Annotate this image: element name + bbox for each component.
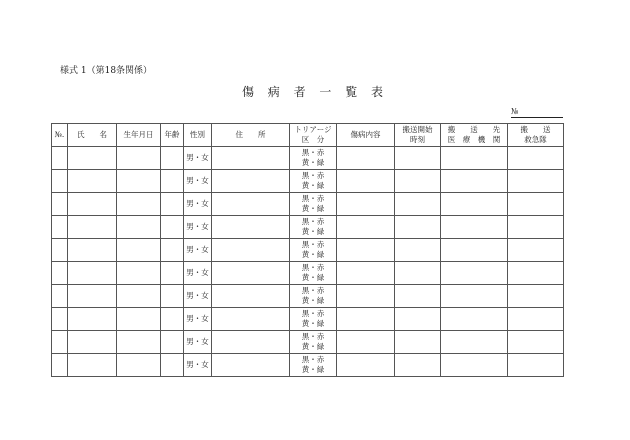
- cell-sex: 男・女: [184, 262, 212, 285]
- table-header-row: [52, 124, 564, 147]
- triage-options-line2: 黄・緑: [301, 296, 325, 305]
- cell-transport-time[interactable]: [395, 308, 441, 331]
- header-triage-line2: 区 分: [301, 135, 325, 144]
- triage-options-line2: 黄・緑: [301, 250, 325, 259]
- triage-options-line1: 黒・赤: [301, 217, 325, 226]
- triage-options-line2: 黄・緑: [301, 365, 325, 374]
- cell-injury[interactable]: [337, 354, 395, 377]
- form-number: 様式 1（第18条関係）: [60, 66, 153, 76]
- table-row: [52, 308, 564, 331]
- document-title: 傷 病 者 一 覧 表: [241, 85, 389, 99]
- casualty-table: [51, 123, 564, 377]
- cell-address[interactable]: [212, 239, 290, 262]
- table-row: [52, 193, 564, 216]
- cell-address[interactable]: [212, 285, 290, 308]
- triage-options-line1: 黒・赤: [301, 355, 325, 364]
- cell-ambulance-team[interactable]: [508, 262, 564, 285]
- cell-triage: [290, 262, 337, 285]
- cell-destination[interactable]: [441, 354, 508, 377]
- cell-dob[interactable]: [117, 193, 161, 216]
- cell-transport-time[interactable]: [395, 193, 441, 216]
- header-team-line2: 救急隊: [524, 135, 547, 144]
- cell-triage: [290, 239, 337, 262]
- cell-address[interactable]: [212, 308, 290, 331]
- cell-destination[interactable]: [441, 285, 508, 308]
- cell-age[interactable]: [161, 147, 184, 170]
- header-destination-line2: 医 療 機 関: [447, 135, 501, 144]
- cell-address[interactable]: [212, 216, 290, 239]
- cell-sex: 男・女: [184, 354, 212, 377]
- table-row: [52, 147, 564, 170]
- cell-ambulance-team[interactable]: [508, 331, 564, 354]
- triage-options-line2: 黄・緑: [301, 319, 325, 328]
- cell-transport-time[interactable]: [395, 262, 441, 285]
- cell-injury[interactable]: [337, 193, 395, 216]
- cell-sex: 男・女: [184, 331, 212, 354]
- cell-no[interactable]: [52, 331, 68, 354]
- triage-options-line2: 黄・緑: [301, 204, 325, 213]
- cell-no[interactable]: [52, 262, 68, 285]
- cell-transport-time[interactable]: [395, 170, 441, 193]
- cell-name[interactable]: [68, 285, 117, 308]
- cell-ambulance-team[interactable]: [508, 193, 564, 216]
- table-row: [52, 285, 564, 308]
- cell-ambulance-team[interactable]: [508, 285, 564, 308]
- cell-name[interactable]: [68, 216, 117, 239]
- triage-options-line2: 黄・緑: [301, 273, 325, 282]
- cell-sex: 男・女: [184, 239, 212, 262]
- cell-transport-time[interactable]: [395, 331, 441, 354]
- cell-address[interactable]: [212, 147, 290, 170]
- cell-age[interactable]: [161, 216, 184, 239]
- table-row: [52, 216, 564, 239]
- header-destination: [441, 124, 508, 147]
- table-row: [52, 354, 564, 377]
- cell-destination[interactable]: [441, 331, 508, 354]
- cell-no[interactable]: [52, 239, 68, 262]
- cell-ambulance-team[interactable]: [508, 239, 564, 262]
- cell-age[interactable]: [161, 285, 184, 308]
- cell-address[interactable]: [212, 354, 290, 377]
- cell-address[interactable]: [212, 262, 290, 285]
- cell-address[interactable]: [212, 170, 290, 193]
- cell-no[interactable]: [52, 170, 68, 193]
- cell-no[interactable]: [52, 147, 68, 170]
- cell-injury[interactable]: [337, 285, 395, 308]
- cell-age[interactable]: [161, 170, 184, 193]
- cell-transport-time[interactable]: [395, 285, 441, 308]
- header-triage-line1: トリアージ: [294, 125, 332, 134]
- header-transport-time-line2: 時刻: [410, 135, 425, 144]
- cell-no[interactable]: [52, 354, 68, 377]
- cell-ambulance-team[interactable]: [508, 147, 564, 170]
- cell-age[interactable]: [161, 193, 184, 216]
- triage-options-line1: 黒・赤: [301, 240, 325, 249]
- cell-dob[interactable]: [117, 239, 161, 262]
- cell-sex: 男・女: [184, 170, 212, 193]
- table-row: [52, 331, 564, 354]
- cell-address[interactable]: [212, 331, 290, 354]
- cell-transport-time[interactable]: [395, 216, 441, 239]
- triage-options-line1: 黒・赤: [301, 148, 325, 157]
- header-triage: [290, 124, 337, 147]
- cell-no[interactable]: [52, 193, 68, 216]
- cell-triage: [290, 147, 337, 170]
- cell-ambulance-team[interactable]: [508, 216, 564, 239]
- cell-name[interactable]: [68, 147, 117, 170]
- cell-destination[interactable]: [441, 170, 508, 193]
- cell-name[interactable]: [68, 193, 117, 216]
- header-no: №.: [52, 124, 68, 147]
- cell-transport-time[interactable]: [395, 354, 441, 377]
- cell-destination[interactable]: [441, 147, 508, 170]
- triage-options-line1: 黒・赤: [301, 309, 325, 318]
- triage-options-line1: 黒・赤: [301, 332, 325, 341]
- header-ambulance-team: [508, 124, 564, 147]
- table-row: [52, 239, 564, 262]
- document-number-label: №: [511, 107, 519, 116]
- cell-destination[interactable]: [441, 239, 508, 262]
- document-number-field[interactable]: [511, 107, 563, 118]
- triage-options-line2: 黄・緑: [301, 342, 325, 351]
- cell-injury[interactable]: [337, 216, 395, 239]
- cell-triage: [290, 331, 337, 354]
- cell-dob[interactable]: [117, 285, 161, 308]
- header-sex: 性別: [184, 124, 212, 147]
- cell-dob[interactable]: [117, 262, 161, 285]
- cell-transport-time[interactable]: [395, 147, 441, 170]
- triage-options-line1: 黒・赤: [301, 194, 325, 203]
- header-dob: 生年月日: [117, 124, 161, 147]
- cell-injury[interactable]: [337, 147, 395, 170]
- cell-dob[interactable]: [117, 354, 161, 377]
- cell-destination[interactable]: [441, 193, 508, 216]
- cell-dob[interactable]: [117, 308, 161, 331]
- table-row: [52, 262, 564, 285]
- cell-age[interactable]: [161, 262, 184, 285]
- cell-name[interactable]: [68, 354, 117, 377]
- cell-dob[interactable]: [117, 216, 161, 239]
- cell-triage: [290, 193, 337, 216]
- cell-name[interactable]: [68, 239, 117, 262]
- triage-options-line1: 黒・赤: [301, 286, 325, 295]
- cell-triage: [290, 308, 337, 331]
- cell-age[interactable]: [161, 354, 184, 377]
- cell-destination[interactable]: [441, 262, 508, 285]
- triage-options-line2: 黄・緑: [301, 158, 325, 167]
- cell-ambulance-team[interactable]: [508, 170, 564, 193]
- cell-age[interactable]: [161, 239, 184, 262]
- cell-dob[interactable]: [117, 331, 161, 354]
- cell-sex: 男・女: [184, 308, 212, 331]
- cell-name[interactable]: [68, 170, 117, 193]
- cell-injury[interactable]: [337, 308, 395, 331]
- cell-destination[interactable]: [441, 216, 508, 239]
- cell-dob[interactable]: [117, 147, 161, 170]
- cell-sex: 男・女: [184, 285, 212, 308]
- cell-no[interactable]: [52, 285, 68, 308]
- table-row: [52, 170, 564, 193]
- cell-dob[interactable]: [117, 170, 161, 193]
- cell-ambulance-team[interactable]: [508, 308, 564, 331]
- cell-age[interactable]: [161, 308, 184, 331]
- cell-transport-time[interactable]: [395, 239, 441, 262]
- triage-options-line1: 黒・赤: [301, 171, 325, 180]
- cell-destination[interactable]: [441, 308, 508, 331]
- cell-injury[interactable]: [337, 262, 395, 285]
- cell-no[interactable]: [52, 216, 68, 239]
- header-team-line1: 搬 送: [520, 125, 551, 134]
- cell-age[interactable]: [161, 331, 184, 354]
- header-injury: 傷病内容: [337, 124, 395, 147]
- cell-address[interactable]: [212, 193, 290, 216]
- triage-options-line2: 黄・緑: [301, 227, 325, 236]
- cell-triage: [290, 216, 337, 239]
- cell-name[interactable]: [68, 308, 117, 331]
- header-transport-time-line1: 搬送開始: [402, 125, 433, 134]
- cell-name[interactable]: [68, 331, 117, 354]
- cell-no[interactable]: [52, 308, 68, 331]
- cell-injury[interactable]: [337, 239, 395, 262]
- header-destination-line1: 搬 送 先: [447, 125, 501, 134]
- cell-triage: [290, 285, 337, 308]
- header-transport-time: [395, 124, 441, 147]
- header-age: 年齢: [161, 124, 184, 147]
- cell-triage: [290, 354, 337, 377]
- cell-sex: 男・女: [184, 147, 212, 170]
- header-name: 氏 名: [68, 124, 117, 147]
- cell-name[interactable]: [68, 262, 117, 285]
- cell-injury[interactable]: [337, 170, 395, 193]
- triage-options-line2: 黄・緑: [301, 181, 325, 190]
- cell-triage: [290, 170, 337, 193]
- cell-ambulance-team[interactable]: [508, 354, 564, 377]
- header-address: 住 所: [212, 124, 290, 147]
- cell-injury[interactable]: [337, 331, 395, 354]
- cell-sex: 男・女: [184, 216, 212, 239]
- cell-sex: 男・女: [184, 193, 212, 216]
- triage-options-line1: 黒・赤: [301, 263, 325, 272]
